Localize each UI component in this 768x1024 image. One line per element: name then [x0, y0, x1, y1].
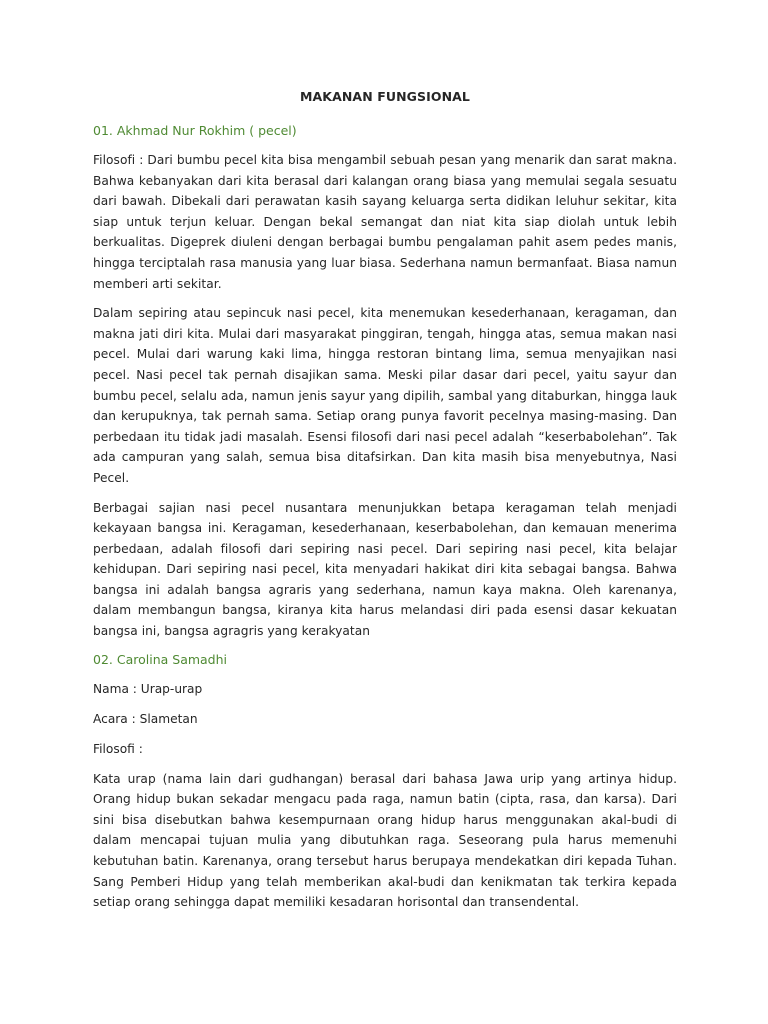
section-heading-1: 01. Akhmad Nur Rokhim ( pecel) [93, 123, 297, 138]
section-heading-2: 02. Carolina Samadhi [93, 651, 228, 667]
acara-line: Acara : Slametan [93, 711, 198, 726]
paragraph-sepiring-pecel: Dalam sepiring atau sepincuk nasi pecel, kita menemukan kesederhanaan, keragaman, dan makna jati diri kita. Mulai dari masyarakat pinggiran, tengah, hingga atas, semua makan nasi pecel. Mulai dari warung kaki lima, hingga restoran bintang lima, semua menyajikan nasi pecel. Nasi pecel tak pernah disajikan sama. Meski pilar dasar dari pecel, yaitu sayur dan bumbu pecel, selalu ada, namun jenis sayur yang dipilih, sambal yang ditaburkan, hingga lauk dan kerupuknya, tak pernah sama. Setiap orang punya favorit pecelnya masing-masing. Dan perbedaan itu tidak jadi masalah. Esensi filosofi dari nasi pecel adalah “keserbabolehan”. Tak ada campuran yang salah, semua bisa ditafsirkan. Dan kita masih bisa menyebutnya, Nasi Pecel. [93, 306, 677, 485]
paragraph-filosofi-pecel: Filosofi : Dari bumbu pecel kita bisa mengambil sebuah pesan yang menarik dan sarat makna. Bahwa kebanyakan dari kita berasal dari kalangan orang biasa yang memulai segala sesuatu dari bawah. Dibekali dari perawatan kasih sayang keluarga serta didikan leluhur sekitar, kita siap untuk terjun keluar. Dengan bekal semangat dan niat kita siap diolah untuk lebih berkualitas. Digeprek diuleni dengan berbagai bumbu pengalaman pahit asem pedes manis, hingga terciptalah rasa manusia yang luar biasa. Sederhana namun bermanfaat. Biasa namun memberi arti sekitar. [93, 153, 677, 291]
paragraph-sajian-nusantara: Berbagai sajian nasi pecel nusantara menunjukkan betapa keragaman telah menjadi kekayaan bangsa ini. Keragaman, kesederhanaan, keserbabolehan, dan kemauan menerima perbedaan, adalah filosofi dari sepiring nasi pecel. Dari sepiring nasi pecel, kita belajar kehidupan. Dari sepiring nasi pecel, kita menyadari hakikat diri kita sebagai bangsa. Bahwa bangsa ini adalah bangsa agraris yang sederhana, namun kaya makna. Oleh karenanya, dalam membangun bangsa, kiranya kita harus melandasi diri pada esensi dasar kekuatan bangsa ini, bangsa agragris yang kerakyatan [93, 500, 677, 639]
paragraph-urap: Kata urap (nama lain dari gudhangan) berasal dari bahasa Jawa urip yang artinya hidup. Orang hidup bukan sekadar mengacu pada raga, namun batin (cipta, rasa, dan karsa). Dari sini bisa disebutkan bahwa kesempurnaan orang hidup harus menggunakan akal-budi di dalam mencapai tujuan mulia yang dibutuhkan raga. Seseorang pula harus memenuhi kebutuhan batin. Karenanya, orang tersebut harus berupaya mendekatkan diri kepada Tuhan. Sang Pemberi Hidup yang telah memberikan akal-budi dan kenikmatan tak terkira kepada setiap orang sehingga dapat memiliki kesadaran horisontal dan transendental. [93, 771, 677, 910]
document-page [93, 88, 677, 922]
document-title: MAKANAN FUNGSIONAL [299, 89, 470, 104]
nama-line: Nama : Urap-urap [93, 681, 203, 696]
filosofi-label: Filosofi : [93, 741, 143, 756]
